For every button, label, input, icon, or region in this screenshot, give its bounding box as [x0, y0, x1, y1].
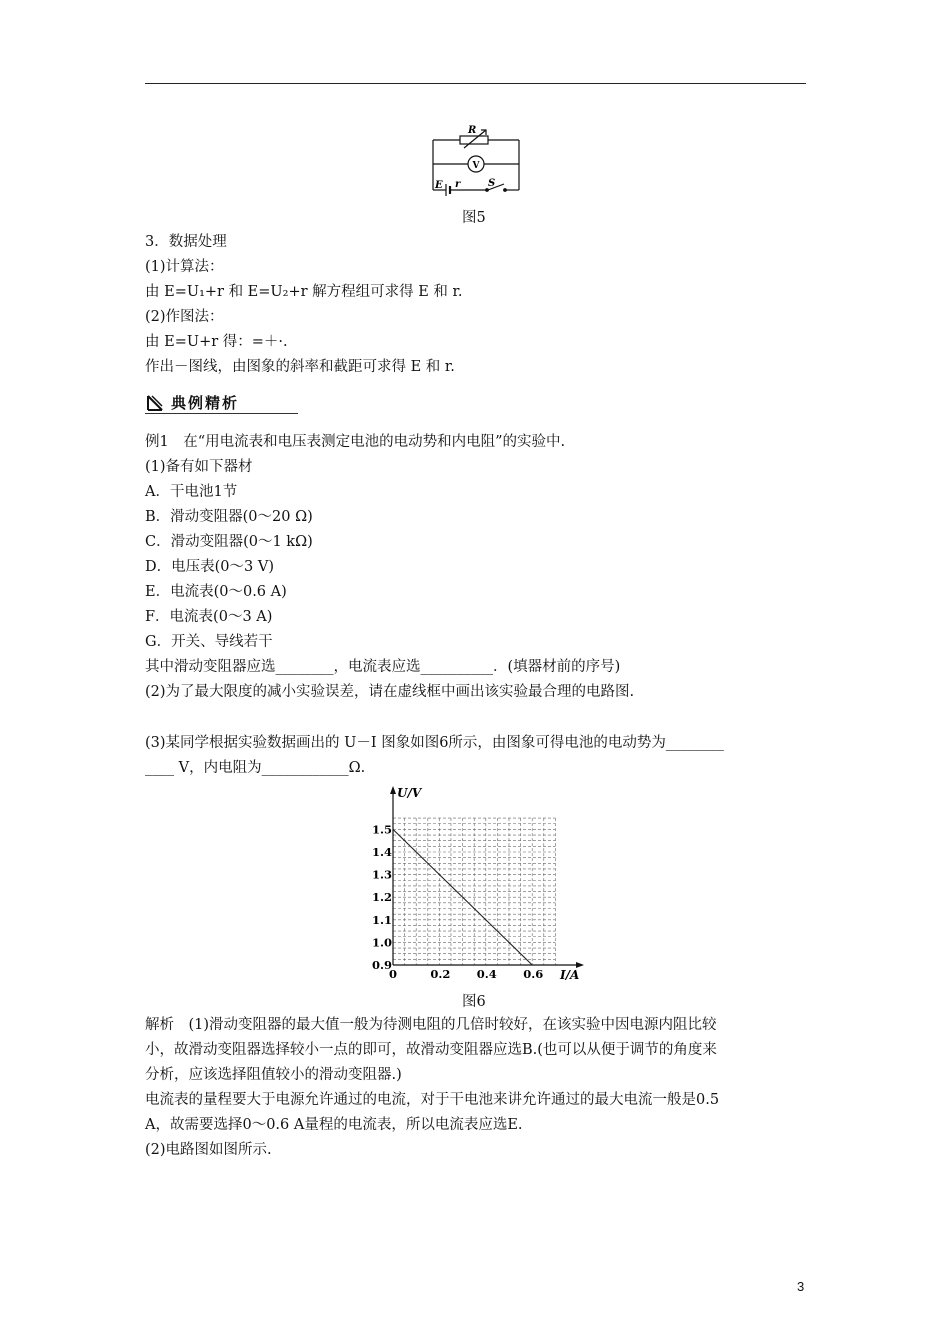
solution-line-3: 分析，应该选择阻值较小的滑动变阻器.) — [145, 1067, 402, 1083]
x-tick-label: 0.2 — [430, 967, 451, 981]
figure5-caption: 图5 — [462, 210, 486, 226]
fig5-label-r: r — [455, 179, 461, 190]
option-b: B．滑动变阻器(0～20 Ω) — [145, 509, 313, 525]
x-tick-label: 0 — [389, 967, 398, 981]
y-tick-label: 1.4 — [372, 845, 393, 859]
option-a: A．干电池1节 — [145, 484, 238, 500]
solution-line-4: 电流表的量程要大于电源允许通过的电流，对于干电池来讲允许通过的最大电流一般是0.5 — [145, 1092, 720, 1108]
option-f: F．电流表(0～3 A) — [145, 609, 273, 625]
y-axis-label: U/V — [397, 786, 422, 800]
section-underline — [145, 413, 298, 414]
fig5-label-S: S — [488, 178, 496, 189]
section-title: 典例精析 — [171, 394, 240, 412]
page-number: 3 — [797, 1279, 805, 1294]
solution-line-5: A，故需要选择0～0.6 A量程的电流表，所以电流表应选E. — [145, 1117, 523, 1133]
y-tick-label: 1.2 — [372, 890, 393, 905]
fig5-label-V: V — [472, 161, 480, 171]
option-g: G．开关、导线若干 — [145, 634, 273, 650]
option-e: E．电流表(0～0.6 A) — [145, 584, 287, 600]
question-blank-1: 其中滑动变阻器应选________，电流表应选__________．(填器材前的序号) — [145, 659, 621, 675]
solution-line-6: (2)电路图如图所示. — [145, 1142, 272, 1158]
example-q2: (2)为了最大限度的减小实验误差，请在虚线框中画出该实验最合理的电路图. — [145, 684, 635, 700]
y-axis-arrow — [390, 786, 396, 794]
x-tick-label: 0.4 — [476, 967, 497, 981]
example-q3-cont: ____ V，内电阻为____________Ω. — [145, 760, 366, 776]
fig5-label-E: E — [435, 180, 443, 191]
example-intro: 例1 在“用电流表和电压表测定电池的电动势和内电阻”的实验中. — [145, 434, 566, 450]
y-tick-label: 1.5 — [372, 822, 393, 837]
method-graph-text2: 作出－图线，由图象的斜率和截距可求得 E 和 r. — [145, 359, 455, 375]
section-marker-icon — [146, 394, 164, 412]
solution-line-2: 小，故滑动变阻器选择较小一点的即可，故滑动变阻器应选B.(也可以从便于调节的角度来 — [145, 1042, 717, 1058]
option-d: D．电压表(0～3 V) — [145, 559, 274, 575]
figure6-caption: 图6 — [462, 994, 486, 1010]
x-axis-label: I/A — [560, 968, 580, 982]
method-graph-text: 由 E=U+r 得：=＋·. — [145, 334, 288, 350]
method-calc-text: 由 E=U₁+r 和 E=U₂+r 解方程组可求得 E 和 r. — [145, 284, 463, 300]
x-tick-label: 0.6 — [523, 967, 544, 981]
method-calc: (1)计算法： — [145, 259, 224, 275]
y-tick-label: 1.0 — [372, 935, 393, 950]
fig5-label-R: R — [468, 125, 477, 136]
example-q3: (3)某同学根据实验数据画出的 U－I 图象如图6所示，由图象可得电池的电动势为________ — [145, 735, 724, 751]
section-heading — [145, 392, 298, 414]
y-tick-label: 0.9 — [372, 958, 393, 972]
header-rule — [145, 83, 806, 84]
method-graph: (2)作图法： — [145, 309, 224, 325]
option-c: C．滑动变阻器(0～1 kΩ) — [145, 534, 313, 550]
figure6-chart — [360, 783, 590, 983]
example-q1: (1)备有如下器材 — [145, 459, 253, 475]
y-tick-label: 1.3 — [372, 867, 393, 882]
heading-data-processing: 3．数据处理 — [145, 234, 227, 250]
figure5-circuit — [428, 122, 524, 196]
y-tick-label: 1.1 — [372, 912, 393, 927]
solution-line-1: 解析 (1)滑动变阻器的最大值一般为待测电阻的几倍时较好，在该实验中因电源内阻比较 — [145, 1017, 717, 1033]
